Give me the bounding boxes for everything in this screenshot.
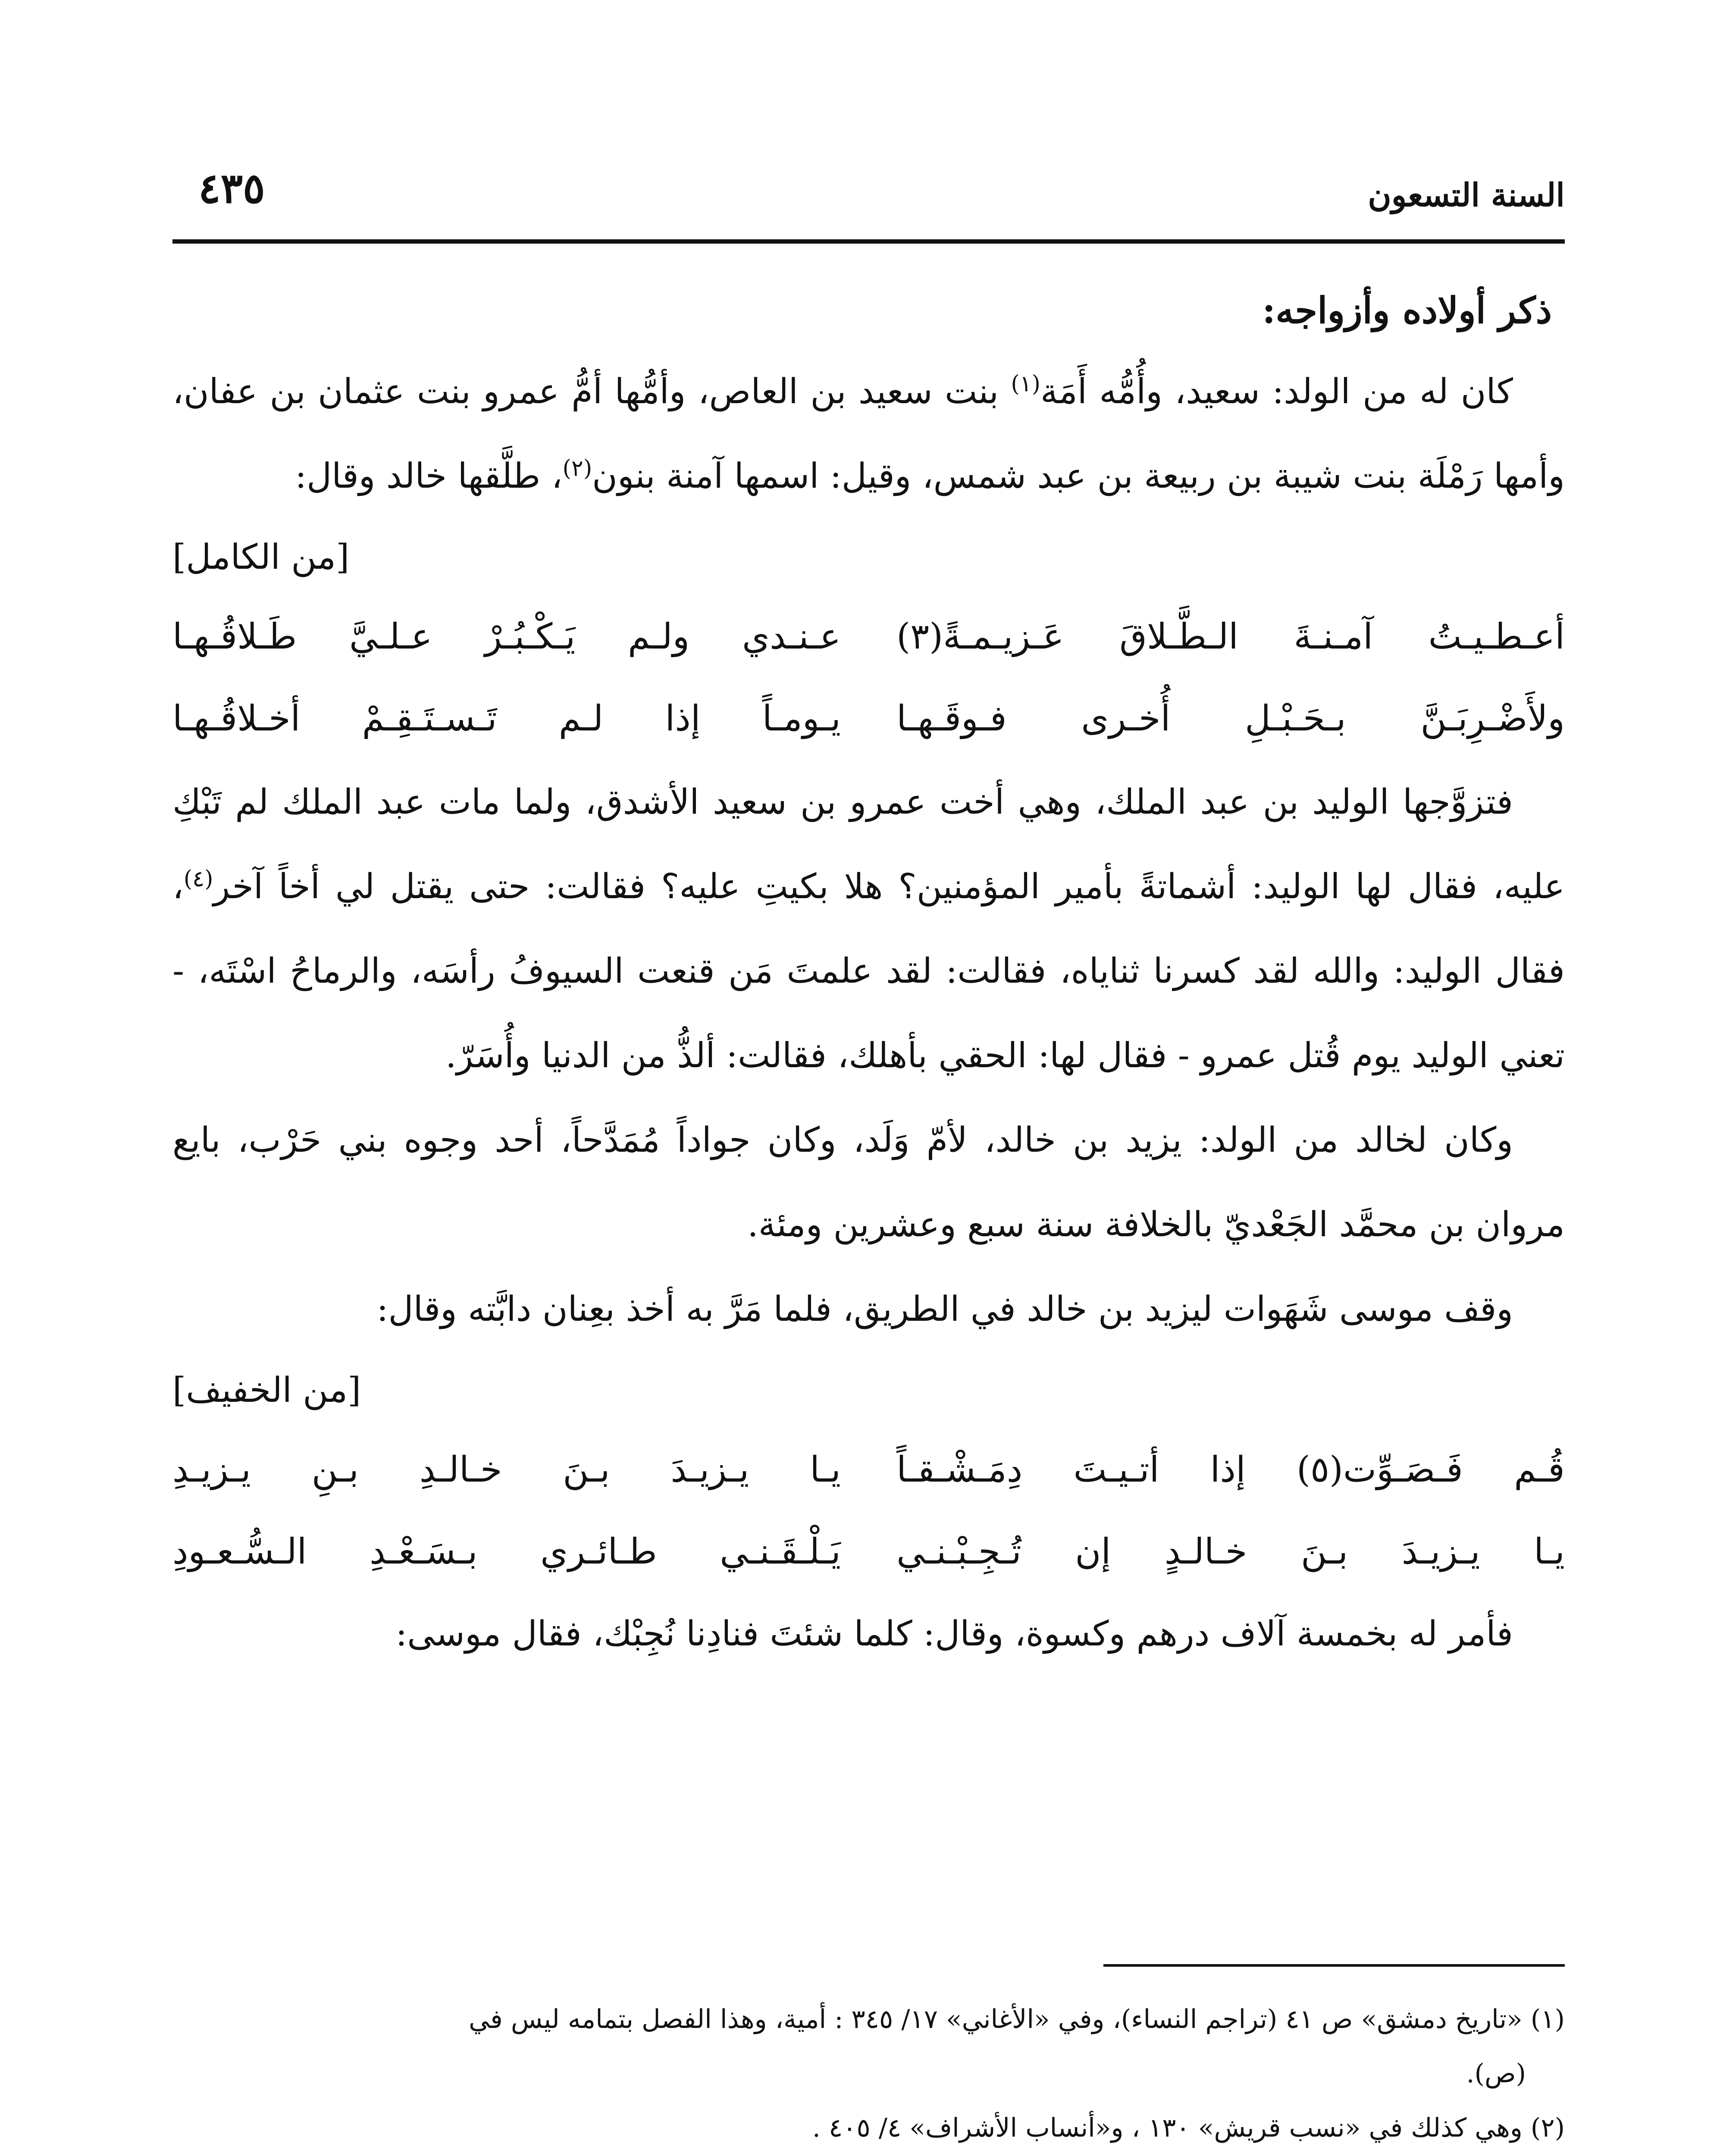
footnote-2: (٢) وهي كذلك في «نسب قريش» ١٣٠ ، و«أنساب الأشراف» ٤/ ٤٠٥ . [812, 2113, 1565, 2143]
poem-verse [172, 1511, 1565, 1593]
paragraph-reward: فأمر له بخمسة آلاف درهم وكسوة، وقال: كلما شئتَ فنادِنا نُجِبْك، فقال موسى: [395, 1614, 1513, 1654]
header-divider [172, 239, 1565, 244]
hemistich-first: قُـم فَـصَـوِّت(٥) إذا أتـيـتَ دِمَـشْـقـاً [896, 1449, 1565, 1490]
hemistich-second: عـنـدي ولـم يَـكْـبُـرْ عـلـيَّ طَـلاقُـهـا [172, 616, 841, 657]
paragraph-text: ، طلَّقها خالد وقال: [295, 456, 563, 496]
paragraph-yazid: وكان لخالد من الولد: يزيد بن خالد، لأمّ وَلَد، وكان جواداً مُمَدَّحاً، أحد وجوه بني حَرْب، بايع مروان بن محمَّد الجَعْديّ بالخلافة سنة سبع وعشرين ومئة. [172, 1120, 1565, 1244]
main-text [172, 276, 1565, 1675]
hemistich-second: يـومـاً إذا لـم تَـسـتَـقِـمْ أخـلاقُـهـا [172, 698, 841, 739]
poetic-meter-label: [من الخفيف] [172, 1370, 361, 1410]
page-number: ٤٣٥ [198, 164, 265, 213]
footnote-ref[interactable]: (١) [1011, 371, 1040, 397]
footnote-1: (١) «تاريخ دمشق» ص ٤١ (تراجم النساء)، وفي «الأغاني» ١٧/ ٣٤٥ : أمية، وهذا الفصل بتمامه ليس في [469, 2004, 1565, 2034]
hemistich-first: ولأَضْـرِبَـنَّ بـحَـبْـلِ أُخـرى فـوقَـهـا [896, 698, 1565, 739]
footnotes [172, 1992, 1565, 2156]
paragraph-children [172, 349, 1565, 518]
running-title: السنة التسعون [1368, 177, 1565, 214]
poetic-meter-label: [من الكامل] [172, 537, 350, 577]
section-heading: ذكر أولاده وأزواجه: [1262, 289, 1552, 332]
footnote-ref[interactable]: (٢) [562, 455, 592, 482]
poem-verse [172, 678, 1565, 760]
footnote-1-continuation: (ص). [1466, 2059, 1526, 2089]
poem-verse [172, 596, 1565, 678]
hemistich-first: أعـطـيـتُ آمـنـةَ الـطَّـلاقَ عَـزيـمـةً(٣) [896, 616, 1565, 657]
paragraph-text: كان له من الولد: سعيد، وأُمُّه أَمَة [1040, 371, 1513, 411]
running-header [172, 147, 1565, 229]
hemistich-second: يـا يـزيـدَ بـنَ خـالـدِ بـنِ يـزيـدِ [172, 1449, 841, 1490]
paragraph-musa: وقف موسى شَهَوات ليزيد بن خالد في الطريق، فلما مَرَّ به أخذ بعِنان دابَّته وقال: [376, 1289, 1513, 1329]
footnote-divider [1103, 1964, 1565, 1967]
paragraph-text: بنت سعيد بن العاص، وأمُّها أمُّ عمرو بنت عثمان بن عفان، وأمها رَمْلَة بنت شيبة بن ربيعة بن عبد شمس، وقيل: اسمها آمنة بنون [172, 371, 1565, 496]
hemistich-first: يـا يـزيـدَ بـنَ خـالـدٍ إن تُـجِـبْـنـي [896, 1531, 1565, 1572]
hemistich-second: يَـلْـقَـنـي طـائـري بـسَـعْـدِ الـسُّـعـودِ [172, 1531, 841, 1572]
paragraph-text: ، فقال الوليد: والله لقد كسرنا ثناياه، فقالت: لقد علمتَ مَن قنعت السيوفُ رأسَه، والرماحُ اسْتَه، - تعني الوليد يوم قُتل عمرو - فقال لها: الحقي بأهلك، فقالت: ألذُّ من الدنيا وأُسَرّ. [172, 866, 1565, 1075]
paragraph-marriage [172, 760, 1565, 1098]
footnote-ref[interactable]: (٤) [183, 866, 213, 892]
poem-verse [172, 1429, 1565, 1511]
paragraph-text: فتزوَّجها الوليد بن عبد الملك، وهي أخت عمرو بن سعيد الأشدق، ولما مات عبد الملك لم تَبْكِ عليه، فقال لها الوليد: أشماتةً بأمير المؤمنين؟ هلا بكيتِ عليه؟ فقالت: حتى يقتل لي أخاً آخر [172, 782, 1565, 906]
